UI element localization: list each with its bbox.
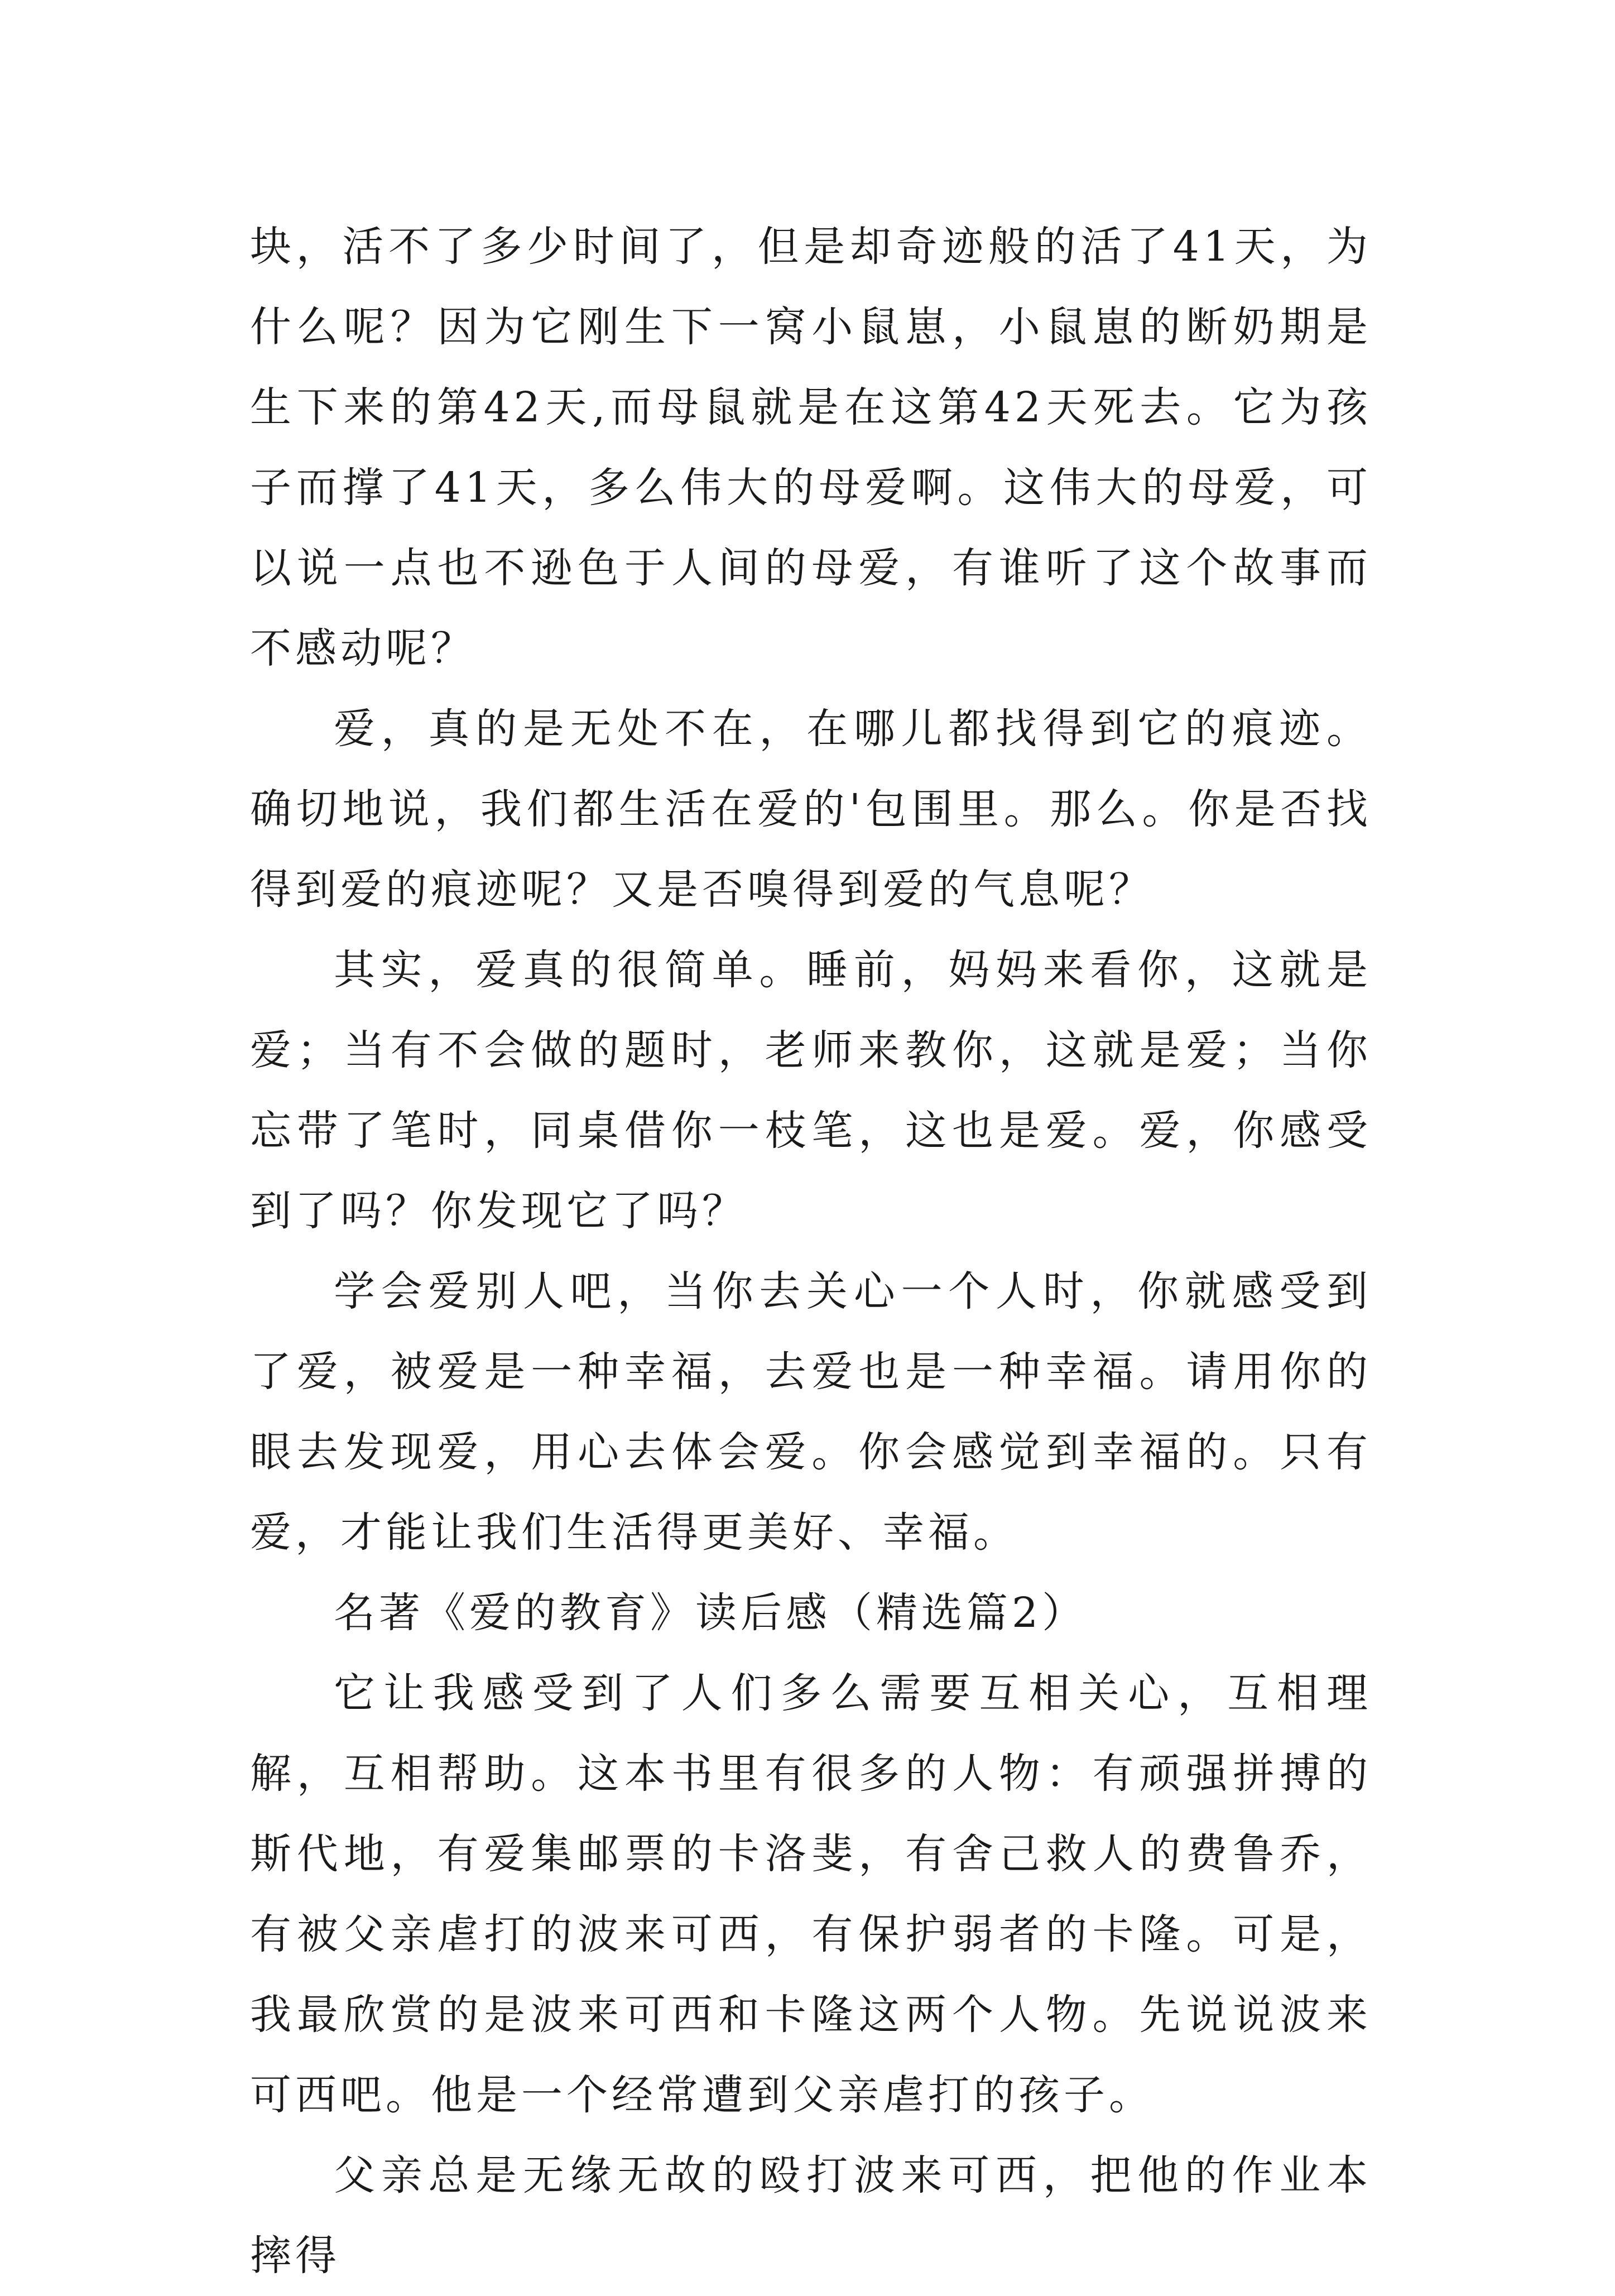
- paragraph-love-everywhere: 爱，真的是无处不在，在哪儿都找得到它的痕迹。确切地说，我们都生活在爱的'包围里。那么。你是否找得到爱的痕迹呢？又是否嗅得到爱的气息呢？: [250, 705, 1372, 914]
- document-body: [250, 206, 1372, 2296]
- paragraph-continuation: 块，活不了多少时间了，但是却奇迹般的活了41天，为什么呢？因为它刚生下一窝小鼠崽，小鼠崽的断奶期是生下来的第42天,而母鼠就是在这第42天死去。它为孩子而撑了41天，多么伟大的母爱啊。这伟大的母爱，可以说一点也不逊色于人间的母爱，有谁听了这个故事而不感动呢？: [250, 223, 1372, 673]
- section-heading: 名著《爱的教育》读后感（精选篇2）: [334, 1589, 1088, 1637]
- paragraph-father: 父亲总是无缘无故的殴打波来可西，把他的作业本摔得: [250, 2151, 1372, 2280]
- paragraph-characters: 它让我感受到了人们多么需要互相关心，互相理解，互相帮助。这本书里有很多的人物：有顽强拼搏的斯代地，有爱集邮票的卡洛斐，有舍己救人的费鲁乔，有被父亲虐打的波来可西，有保护弱者的卡隆。可是，我最欣赏的是波来可西和卡隆这两个人物。先说说波来可西吧。他是一个经常遭到父亲虐打的孩子。: [250, 1669, 1372, 2119]
- paragraph-love-simple: 其实，爱真的很简单。睡前，妈妈来看你，这就是爱；当有不会做的题时，老师来教你，这就是爱；当你忘带了笔时，同桌借你一枝笔，这也是爱。爱，你感受到了吗？你发现它了吗？: [250, 946, 1372, 1235]
- paragraph-learn-to-love: 学会爱别人吧，当你去关心一个人时，你就感受到了爱，被爱是一种幸福，去爱也是一种幸福。请用你的眼去发现爱，用心去体会爱。你会感觉到幸福的。只有爱，才能让我们生活得更美好、幸福。: [250, 1267, 1372, 1557]
